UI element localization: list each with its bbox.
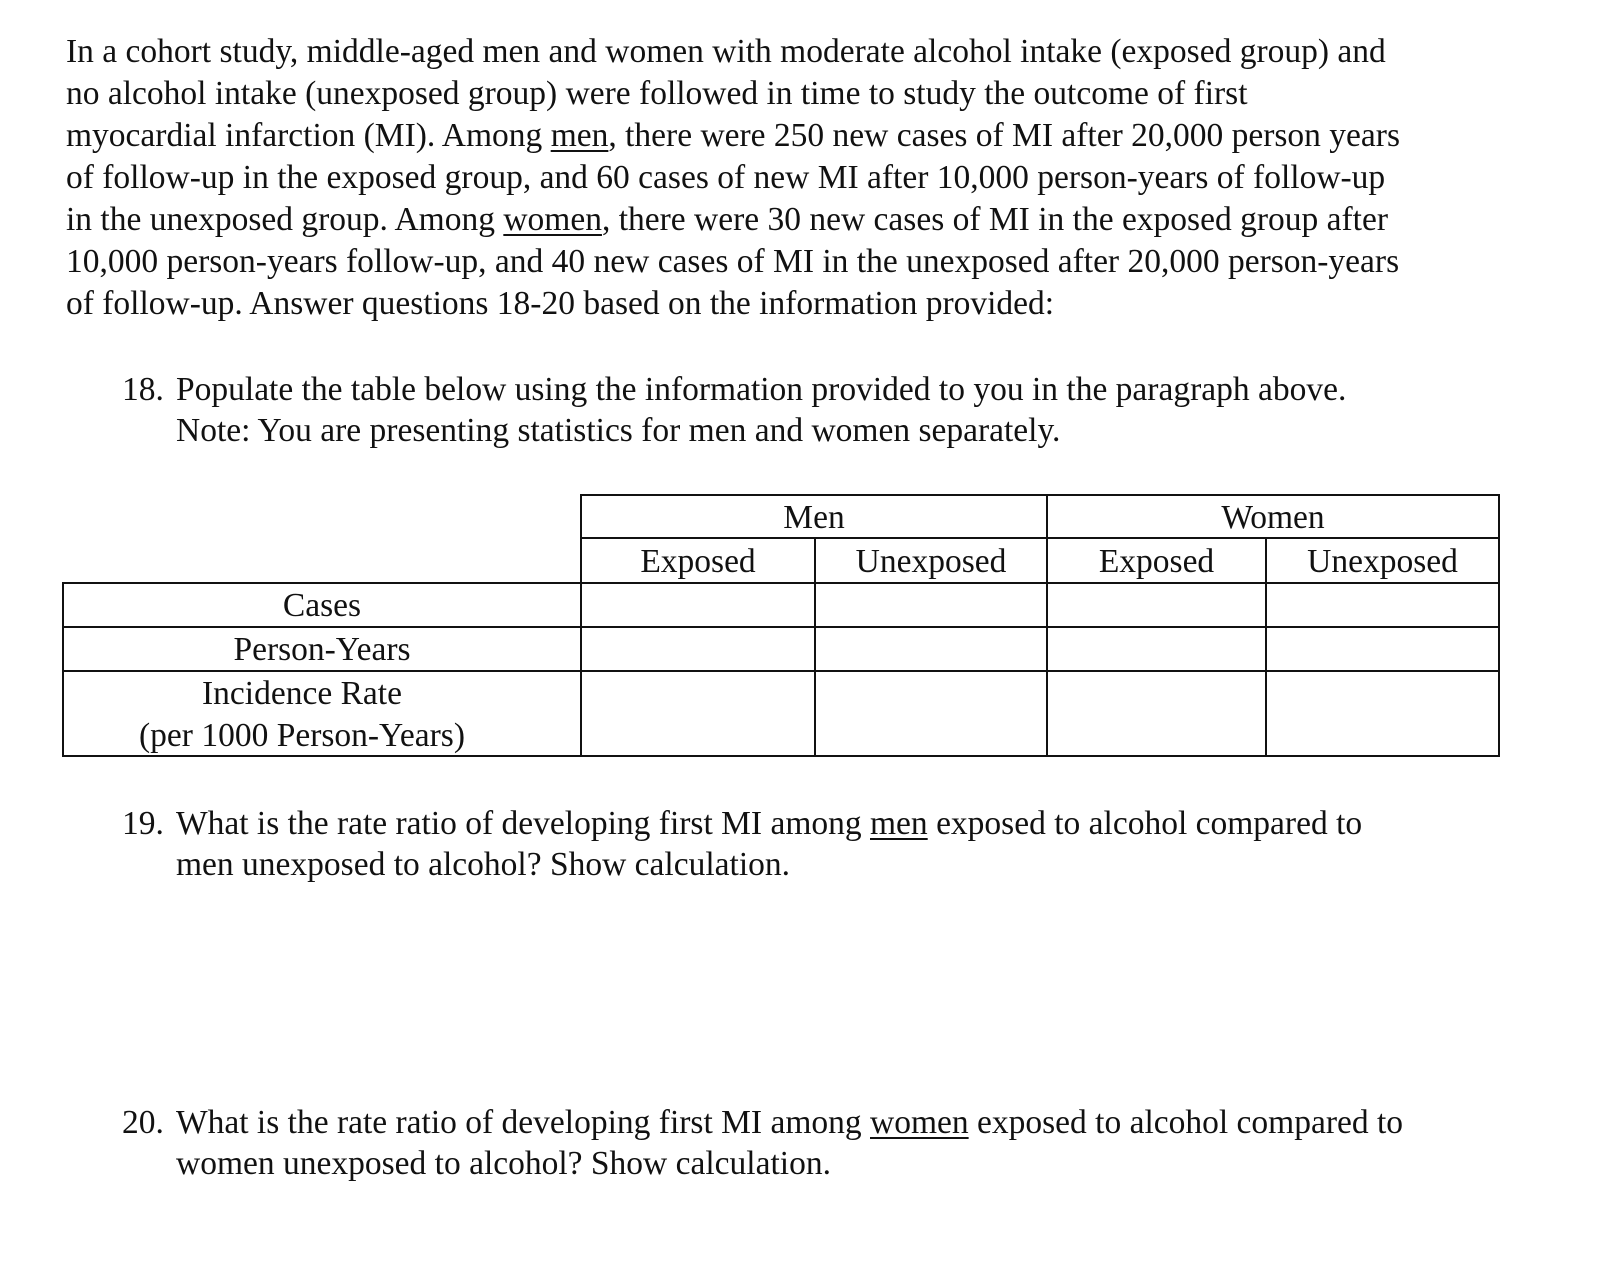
intro-line: of follow-up. Answer questions 18-20 based on the information provided: — [66, 285, 1055, 322]
cell-cases-men-exposed[interactable] — [582, 584, 814, 626]
question-text: women unexposed to alcohol? Show calculation. — [176, 1145, 831, 1182]
intro-line: 10,000 person-years follow-up, and 40 new cases of MI in the unexposed after 20,000 person-years — [66, 243, 1400, 280]
question-number: 20. — [122, 1104, 164, 1141]
question-text: men unexposed to alcohol? Show calculation. — [176, 846, 791, 883]
question-number: 19. — [122, 805, 164, 842]
intro-line: of follow-up in the exposed group, and 60 cases of new MI after 10,000 person-years of follow-up — [66, 159, 1386, 196]
question-text: What is the rate ratio of developing first MI among — [176, 1104, 870, 1141]
intro-line — [66, 115, 1606, 157]
question-20 — [122, 1102, 1403, 1184]
cell-person-years-women-unexposed[interactable] — [1267, 628, 1498, 670]
row-label-person-years: Person-Years — [233, 631, 411, 668]
question-text: What is the rate ratio of developing first MI among — [176, 805, 870, 842]
row-label-incidence-rate: Incidence Rate — [202, 675, 402, 712]
cell-incidence-women-unexposed[interactable] — [1267, 672, 1498, 755]
underlined-men: men — [550, 117, 609, 154]
underlined-women: women — [870, 1104, 969, 1141]
intro-line: In a cohort study, middle-aged men and women with moderate alcohol intake (exposed group) and — [66, 33, 1386, 70]
table-border — [1498, 494, 1500, 757]
row-label-cases: Cases — [282, 587, 362, 624]
question-18 — [122, 369, 1346, 451]
cell-incidence-women-exposed[interactable] — [1048, 672, 1265, 755]
intro-text: myocardial infarction (MI). Among — [66, 117, 551, 154]
table-border — [581, 494, 1500, 496]
underlined-men: men — [870, 805, 928, 842]
cell-cases-women-exposed[interactable] — [1048, 584, 1265, 626]
header-women: Women — [1221, 499, 1325, 536]
question-text: Note: You are presenting statistics for men and women separately. — [176, 412, 1061, 449]
intro-line: no alcohol intake (unexposed group) were followed in time to study the outcome of first — [66, 75, 1248, 112]
question-text: exposed to alcohol compared to — [968, 1104, 1404, 1141]
cell-person-years-men-exposed[interactable] — [582, 628, 814, 670]
subheader-men-unexposed: Unexposed — [855, 543, 1007, 580]
row-label-incidence-rate-unit: (per 1000 Person-Years) — [139, 717, 465, 754]
cell-cases-men-unexposed[interactable] — [816, 584, 1046, 626]
intro-paragraph — [66, 31, 1606, 325]
intro-text: , there were 250 new cases of MI after 20,000 person years — [608, 117, 1400, 154]
cell-cases-women-unexposed[interactable] — [1267, 584, 1498, 626]
question-text: exposed to alcohol compared to — [927, 805, 1363, 842]
header-men: Men — [783, 499, 845, 536]
intro-text: in the unexposed group. Among — [66, 201, 504, 238]
cell-person-years-men-unexposed[interactable] — [816, 628, 1046, 670]
intro-text: , there were 30 new cases of MI in the exposed group after — [601, 201, 1388, 238]
question-number: 18. — [122, 371, 164, 408]
subheader-men-exposed: Exposed — [640, 543, 756, 580]
underlined-women: women — [503, 201, 602, 238]
subheader-women-exposed: Exposed — [1098, 543, 1215, 580]
cell-person-years-women-exposed[interactable] — [1048, 628, 1265, 670]
cell-incidence-men-exposed[interactable] — [582, 672, 814, 755]
subheader-women-unexposed: Unexposed — [1307, 543, 1458, 580]
question-text: Populate the table below using the information provided to you in the paragraph above. — [176, 371, 1347, 408]
intro-line — [66, 199, 1606, 241]
cell-incidence-men-unexposed[interactable] — [816, 672, 1046, 755]
question-19 — [122, 803, 1362, 885]
